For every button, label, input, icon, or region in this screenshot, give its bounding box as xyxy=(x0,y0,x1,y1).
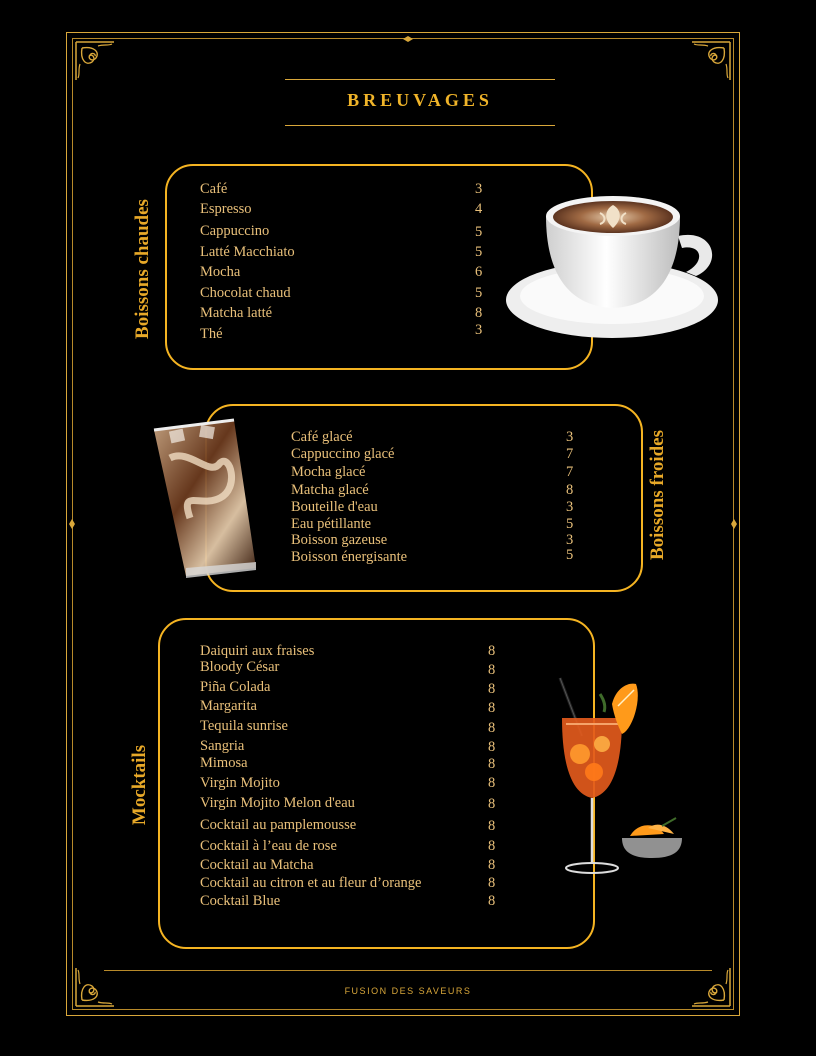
menu-item-name: Cocktail à l’eau de rose xyxy=(200,838,337,854)
menu-item-price: 3 xyxy=(566,499,574,515)
menu-item-price: 8 xyxy=(488,739,496,755)
menu-item-name: Latté Macchiato xyxy=(200,244,295,260)
menu-item-name: Mocha glacé xyxy=(291,464,366,480)
frame-tick-left xyxy=(69,519,75,529)
menu-item-price: 5 xyxy=(475,224,483,240)
menu-item-price: 5 xyxy=(566,547,574,563)
menu-item-name: Cocktail au citron et au fleur d’orange xyxy=(200,875,422,891)
menu-item-name: Chocolat chaud xyxy=(200,285,291,301)
mocktails-label: Mocktails xyxy=(129,744,150,826)
menu-item-price: 3 xyxy=(566,532,574,548)
menu-item-name: Virgin Mojito xyxy=(200,775,280,791)
menu-item-price: 8 xyxy=(475,305,483,321)
menu-item-name: Espresso xyxy=(200,201,252,217)
corner-ornament-top-right xyxy=(688,40,732,84)
menu-item-price: 3 xyxy=(475,181,483,197)
menu-item-price: 8 xyxy=(566,482,574,498)
menu-item-price: 8 xyxy=(488,875,496,891)
menu-item-price: 8 xyxy=(488,720,496,736)
menu-item-name: Piña Colada xyxy=(200,679,271,695)
menu-item-price: 8 xyxy=(488,700,496,716)
menu-item-name: Cappuccino glacé xyxy=(291,446,395,462)
menu-item-name: Tequila sunrise xyxy=(200,718,288,734)
title-rule-top xyxy=(285,79,555,80)
cocktail-image xyxy=(552,676,692,881)
menu-item-price: 6 xyxy=(475,264,483,280)
menu-item-name: Matcha glacé xyxy=(291,482,369,498)
menu-item-price: 5 xyxy=(566,516,574,532)
footer-text: FUSION DES SAVEURS xyxy=(344,986,472,996)
menu-item-price: 8 xyxy=(488,662,496,678)
menu-item-price: 5 xyxy=(475,244,483,260)
frame-tick-top xyxy=(403,36,413,42)
menu-item-price: 8 xyxy=(488,643,496,659)
menu-item-price: 3 xyxy=(566,429,574,445)
menu-item-price: 4 xyxy=(475,201,483,217)
corner-ornament-top-left xyxy=(74,40,118,84)
menu-item-name: Virgin Mojito Melon d'eau xyxy=(200,795,355,811)
menu-item-price: 8 xyxy=(488,818,496,834)
menu-item-name: Margarita xyxy=(200,698,257,714)
menu-item-name: Cappuccino xyxy=(200,223,270,239)
hot-drinks-label: Boissons chaudes xyxy=(132,199,153,339)
menu-item-name: Café xyxy=(200,181,228,197)
menu-item-price: 8 xyxy=(488,796,496,812)
menu-item-price: 7 xyxy=(566,464,574,480)
menu-item-name: Café glacé xyxy=(291,429,353,445)
cold-drinks-label: Boissons froides xyxy=(647,429,668,561)
menu-item-name: Cocktail au pamplemousse xyxy=(200,817,357,833)
menu-item-name: Bouteille d'eau xyxy=(291,499,378,515)
menu-item-price: 8 xyxy=(488,838,496,854)
menu-item-price: 5 xyxy=(475,285,483,301)
title-rule-bottom xyxy=(285,125,555,126)
footer-rule xyxy=(104,970,712,971)
menu-item-name: Sangria xyxy=(200,738,245,754)
cold-drinks-panel xyxy=(205,404,643,592)
menu-item-price: 8 xyxy=(488,775,496,791)
frame-tick-right xyxy=(731,519,737,529)
menu-item-name: Eau pétillante xyxy=(291,516,372,532)
menu-item-price: 8 xyxy=(488,893,496,909)
menu-item-name: Daiquiri aux fraises xyxy=(200,643,315,659)
menu-item-name: Boisson gazeuse xyxy=(291,532,388,548)
menu-item-name: Matcha latté xyxy=(200,305,273,321)
menu-item-name: Thé xyxy=(200,326,223,342)
menu-item-name: Cocktail au Matcha xyxy=(200,857,314,873)
menu-item-price: 8 xyxy=(488,857,496,873)
menu-item-price: 7 xyxy=(566,446,574,462)
menu-item-price: 8 xyxy=(488,756,496,772)
menu-item-price: 8 xyxy=(488,681,496,697)
menu-item-price: 3 xyxy=(475,322,483,338)
menu-item-name: Mimosa xyxy=(200,755,248,771)
menu-item-name: Cocktail Blue xyxy=(200,893,281,909)
menu-item-name: Mocha xyxy=(200,264,241,280)
menu-item-name: Boisson énergisante xyxy=(291,549,408,565)
iced-coffee-image xyxy=(150,418,260,578)
menu-item-name: Bloody César xyxy=(200,659,280,675)
page-title: BREUVAGES xyxy=(347,90,493,110)
coffee-cup-image xyxy=(500,188,725,343)
